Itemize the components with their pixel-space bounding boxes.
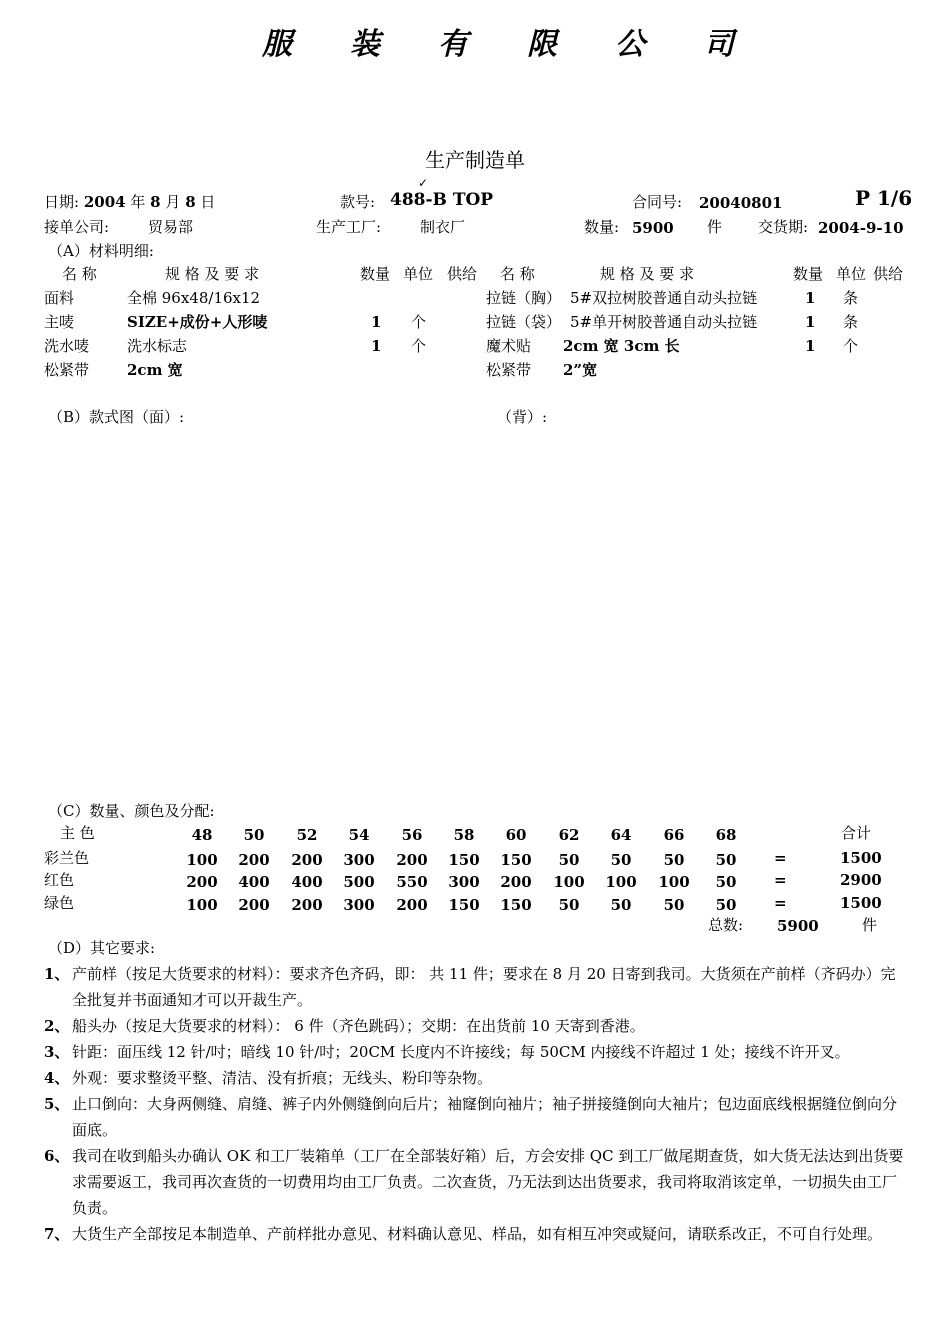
quantity-cell: 400	[291, 873, 323, 891]
date-day-unit: 日	[200, 193, 216, 211]
grand-total-value: 5900	[777, 917, 819, 935]
col-header-qty: 数量	[360, 265, 391, 283]
material-unit: 个	[411, 337, 427, 355]
material-name: 拉链（袋）	[486, 313, 562, 331]
quantity-cell: 50	[558, 896, 580, 914]
size-header: 60	[505, 826, 527, 844]
quantity-cell: 150	[500, 851, 532, 869]
quantity-cell: 50	[610, 851, 632, 869]
date-field	[44, 195, 215, 210]
col-header-qty: 数量	[793, 265, 824, 283]
quantity-cell: 50	[558, 851, 580, 869]
quantity-cell: 550	[396, 873, 428, 891]
material-qty: 1	[805, 337, 816, 355]
col-header-name: 名 称	[500, 265, 535, 283]
quantity-cell: 200	[291, 896, 323, 914]
quantity-cell: 50	[663, 896, 685, 914]
contract-value: 20040801	[699, 194, 783, 212]
company-char: 司	[704, 27, 734, 62]
company-char: 公	[615, 27, 645, 62]
material-name: 松紧带	[44, 361, 90, 379]
date-day: 8	[185, 193, 196, 211]
quantity-cell: 200	[238, 896, 270, 914]
size-header: 68	[715, 826, 737, 844]
quantity-cell: 200	[291, 851, 323, 869]
page-number: P 1/6	[855, 186, 913, 210]
requirement-number: 4、	[44, 1069, 70, 1087]
quantity-cell: 300	[448, 873, 480, 891]
date-label: 日期:	[44, 193, 80, 211]
color-name: 绿色	[44, 894, 75, 912]
material-name: 洗水唛	[44, 337, 90, 355]
ordering-company-value: 贸易部	[148, 218, 194, 236]
contract-label: 合同号:	[632, 193, 683, 211]
style-drawing-front-label: （B）款式图（面）:	[48, 408, 185, 426]
factory-value: 制衣厂	[420, 218, 466, 236]
grand-total-unit: 件	[862, 916, 878, 934]
requirement-number: 2、	[44, 1017, 70, 1035]
requirement-text: 外观：要求整烫平整、清洁、没有折痕；无线头、粉印等杂物。	[72, 1069, 493, 1087]
color-name: 红色	[44, 871, 75, 889]
delivery-label: 交货期:	[758, 218, 809, 236]
material-unit: 个	[411, 313, 427, 331]
quantity-cell: 50	[715, 873, 737, 891]
quantity-label: 数量:	[584, 218, 620, 236]
company-name	[0, 27, 950, 66]
material-qty: 1	[805, 289, 816, 307]
quantity-cell: 150	[448, 851, 480, 869]
material-name: 魔术贴	[486, 337, 532, 355]
style-number-label: 款号:	[340, 193, 376, 211]
col-header-supply: 供给	[447, 265, 478, 283]
quantity-cell: 200	[186, 873, 218, 891]
quantity-cell: 500	[343, 873, 375, 891]
col-header-name: 名 称	[62, 265, 97, 283]
material-name: 面料	[44, 289, 75, 307]
equals-sign: =	[774, 871, 787, 889]
material-name: 主唛	[44, 313, 75, 331]
material-name: 松紧带	[486, 361, 532, 379]
requirement-number: 7、	[44, 1225, 70, 1243]
material-name: 拉链（胸）	[486, 289, 562, 307]
quantity-cell: 200	[500, 873, 532, 891]
material-spec: 全棉 96x48/16x12	[127, 289, 261, 307]
quantity-cell: 300	[343, 851, 375, 869]
size-header: 54	[348, 826, 370, 844]
requirement-number: 5、	[44, 1095, 70, 1113]
materials-heading: （A）材料明细:	[48, 242, 154, 260]
company-char: 服	[262, 27, 292, 62]
quantity-cell: 200	[238, 851, 270, 869]
material-spec: 2”宽	[563, 361, 598, 379]
size-header: 48	[191, 826, 213, 844]
row-total: 2900	[840, 871, 882, 889]
quantity-cell: 100	[658, 873, 690, 891]
size-header: 62	[558, 826, 580, 844]
ordering-company-label: 接单公司:	[44, 218, 110, 236]
quantity-cell: 50	[610, 896, 632, 914]
material-spec: 2cm 宽	[127, 361, 183, 379]
col-header-unit: 单位	[403, 265, 434, 283]
size-header: 50	[243, 826, 265, 844]
col-header-spec: 规 格 及 要 求	[165, 265, 260, 283]
quantity-cell: 100	[186, 851, 218, 869]
date-month-unit: 月	[165, 193, 181, 211]
quantity-cell: 50	[715, 896, 737, 914]
material-spec: 5#单开树胶普通自动头拉链	[570, 313, 758, 331]
requirement-text: 止口倒向：大身两侧缝、肩缝、裤子内外侧缝倒向后片；袖窿倒向袖片；袖子拼接缝倒向大袖片；包边面底线根据缝位倒向分面底。	[72, 1095, 898, 1139]
delivery-value: 2004-9-10	[818, 219, 904, 237]
col-header-supply: 供给	[873, 265, 904, 283]
material-unit: 个	[843, 337, 859, 355]
col-header-unit: 单位	[836, 265, 867, 283]
quantity-cell: 200	[396, 851, 428, 869]
company-char: 有	[438, 27, 468, 62]
material-spec: 洗水标志	[127, 337, 188, 355]
col-header-spec: 规 格 及 要 求	[600, 265, 695, 283]
date-year-unit: 年	[130, 193, 146, 211]
quantity-unit: 件	[707, 218, 723, 236]
factory-label: 生产工厂:	[316, 218, 382, 236]
requirement-number: 6、	[44, 1147, 70, 1165]
size-header: 56	[401, 826, 423, 844]
requirement-number: 3、	[44, 1043, 70, 1061]
date-year: 2004	[83, 193, 126, 211]
material-spec: 5#双拉树胶普通自动头拉链	[570, 289, 758, 307]
material-qty: 1	[805, 313, 816, 331]
requirement-text: 大货生产全部按足本制造单、产前样批办意见、材料确认意见、样品，如有相互冲突或疑问，请联系改正，不可自行处理。	[72, 1225, 883, 1243]
size-header: 66	[663, 826, 685, 844]
material-spec: SIZE+成份+人形唛	[127, 313, 268, 331]
quantity-cell: 100	[186, 896, 218, 914]
style-drawing-back-label: （背）:	[497, 408, 548, 426]
tick-mark: ✓	[418, 176, 429, 190]
grand-total-label: 总数:	[708, 916, 744, 934]
requirement-text: 产前样（按足大货要求的材料）：要求齐色齐码，即： 共 11 件；要求在 8 月 20 日寄到我司。大货须在产前样（齐码办）完全批复并书面通知才可以开裁生产。	[72, 965, 896, 1009]
quantity-cell: 400	[238, 873, 270, 891]
color-name: 彩兰色	[44, 849, 90, 867]
row-total: 1500	[840, 849, 882, 867]
material-spec: 2cm 宽 3cm 长	[563, 337, 680, 355]
quantity-cell: 150	[500, 896, 532, 914]
requirement-text: 我司在收到船头办确认 OK 和工厂装箱单（工厂在全部装好箱）后，方会安排 QC 到工厂做尾期查货，如大货无法达到出货要求需要返工，我司再次查货的一切费用均由工厂负责。二次查货，乃无法到达出货要求，我司将取消该定单，一切损失由工厂负责。	[72, 1147, 904, 1217]
total-header: 合计	[841, 824, 872, 842]
quantity-cell: 100	[605, 873, 637, 891]
material-qty: 1	[371, 313, 382, 331]
size-header: 52	[296, 826, 318, 844]
other-heading: （D）其它要求:	[48, 939, 156, 957]
date-month: 8	[150, 193, 161, 211]
quantity-cell: 50	[715, 851, 737, 869]
material-qty: 1	[371, 337, 382, 355]
equals-sign: =	[774, 849, 787, 867]
company-char: 限	[527, 27, 557, 62]
quantity-value: 5900	[632, 219, 674, 237]
size-header: 64	[610, 826, 632, 844]
quantity-cell: 200	[396, 896, 428, 914]
quantity-cell: 150	[448, 896, 480, 914]
company-char: 装	[350, 27, 380, 62]
quantity-cell: 300	[343, 896, 375, 914]
color-header: 主 色	[60, 824, 95, 842]
size-header: 58	[453, 826, 475, 844]
requirement-number: 1、	[44, 965, 70, 983]
material-unit: 条	[843, 313, 859, 331]
requirement-text: 针距：面压线 12 针/吋；暗线 10 针/吋；20CM 长度内不许接线；每 50CM 内接线不许超过 1 处；接线不许开叉。	[72, 1043, 850, 1061]
equals-sign: =	[774, 894, 787, 912]
material-unit: 条	[843, 289, 859, 307]
quantity-heading: （C）数量、颜色及分配:	[48, 802, 215, 820]
style-number-value: 488-B TOP	[390, 190, 494, 210]
quantity-cell: 50	[663, 851, 685, 869]
row-total: 1500	[840, 894, 882, 912]
page-title: 生产制造单	[425, 148, 525, 172]
quantity-cell: 100	[553, 873, 585, 891]
requirement-text: 船头办（按足大货要求的材料）： 6 件（齐色跳码）；交期：在出货前 10 天寄到香港。	[72, 1017, 645, 1035]
